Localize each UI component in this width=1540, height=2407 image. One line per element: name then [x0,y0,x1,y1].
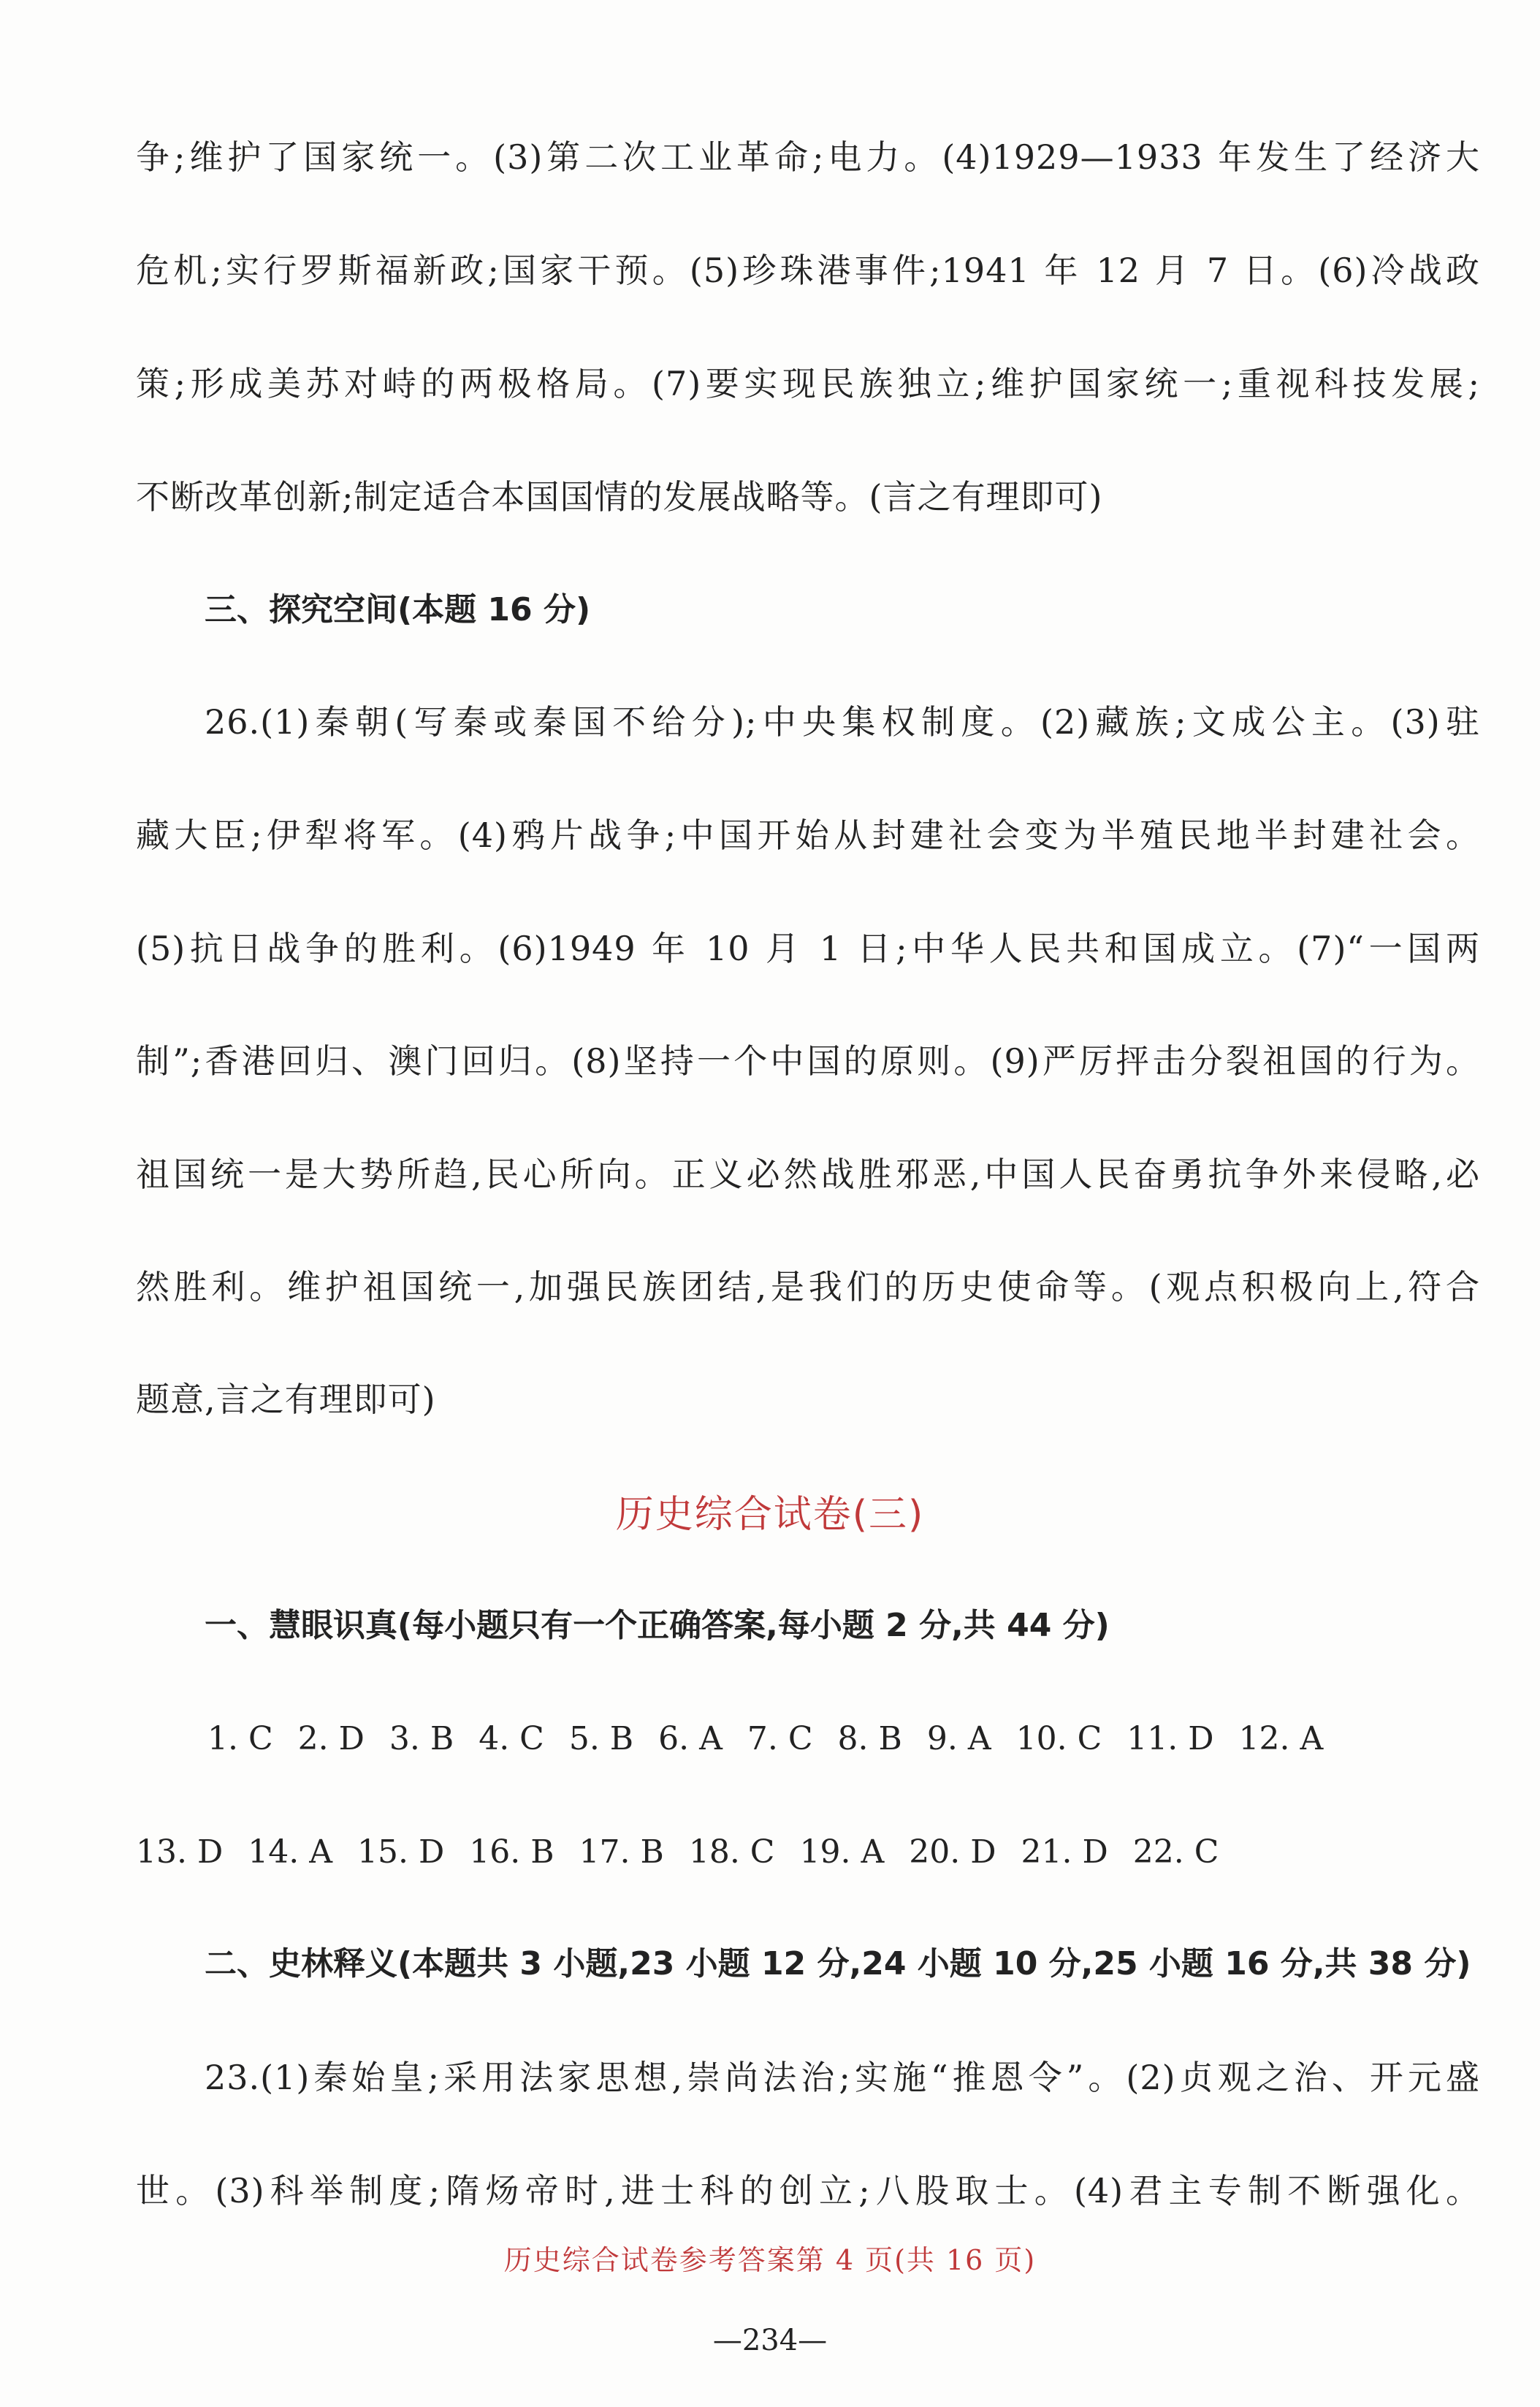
answer-item: 8. B [837,1720,902,1757]
answer-item: 7. C [747,1720,813,1757]
page-footer: 历史综合试卷参考答案第 4 页(共 16 页) [503,2244,1037,2276]
answer-item: 6. A [658,1720,723,1757]
answer-item: 5. B [568,1720,634,1757]
section-title: 历史综合试卷(三) [615,1493,925,1537]
heading-sub: (本题共 3 小题,23 小题 12 分,24 小题 10 分,25 小题 16 分,共 38 分) [397,1945,1471,1982]
heading-main: 一、慧眼识真 [205,1607,397,1644]
paragraph-line: 题意,言之有理即可) [136,1380,436,1419]
answer-item: 17. B [579,1833,664,1871]
answer-item: 20. D [909,1833,996,1871]
paragraph-line: 危机;实行罗斯福新政;国家干预。(5)珍珠港事件;1941 年 12 月 7 日。(6)冷战政 [136,251,1480,290]
paragraph-line: (5)抗日战争的胜利。(6)1949 年 10 月 1 日;中华人民共和国成立。(7)“一国两 [136,929,1480,968]
paragraph-line: 然胜利。维护祖国统一,加强民族团结,是我们的历史使命等。(观点积极向上,符合 [136,1267,1480,1307]
answer-item: 13. D [136,1833,224,1871]
answer-item: 15. D [357,1833,445,1871]
paragraph-line: 制”;香港回归、澳门回归。(8)坚持一个中国的原则。(9)严厉抨击分裂祖国的行为。 [136,1041,1480,1081]
paragraph-line: 23.(1)秦始皇;采用法家思想,崇尚法治;实施“推恩令”。(2)贞观之治、开元盛 [205,2058,1480,2097]
heading-sub: (本题 16 分) [397,591,591,628]
section-heading-explain [205,1942,1540,1986]
paragraph-line: 策;形成美苏对峙的两极格局。(7)要实现民族独立;维护国家统一;重视科技发展; [136,364,1480,403]
answer-item: 11. D [1127,1720,1214,1757]
answer-row-1 [207,1717,1348,1761]
answer-item: 1. C [207,1720,273,1757]
answer-item: 3. B [389,1720,454,1757]
answer-row-2 [136,1830,1243,1874]
answer-item: 12. A [1238,1720,1324,1757]
answer-item: 4. C [479,1720,544,1757]
answer-item: 19. A [799,1833,885,1871]
section-heading-explore [205,588,1540,632]
answer-item: 14. A [248,1833,332,1871]
page-number: —234— [712,2324,828,2357]
answer-item: 22. C [1132,1833,1219,1871]
answer-item: 16. B [469,1833,554,1871]
answer-item: 9. A [926,1720,991,1757]
paragraph-line: 争;维护了国家统一。(3)第二次工业革命;电力。(4)1929—1933 年发生了经济大 [136,137,1480,177]
answer-item: 2. D [297,1720,365,1757]
heading-sub: (每小题只有一个正确答案,每小题 2 分,共 44 分) [397,1607,1110,1644]
heading-main: 二、史林释义 [205,1945,397,1982]
heading-main: 三、探究空间 [205,591,397,628]
paragraph-line: 藏大臣;伊犁将军。(4)鸦片战争;中国开始从封建社会变为半殖民地半封建社会。 [136,815,1480,855]
paragraph-line: 不断改革创新;制定适合本国国情的发展战略等。(言之有理即可) [136,477,1103,517]
paragraph-line: 祖国统一是大势所趋,民心所向。正义必然战胜邪恶,中国人民奋勇抗争外来侵略,必 [136,1155,1480,1194]
answer-item: 21. D [1021,1833,1108,1871]
paragraph-line: 26.(1)秦朝(写秦或秦国不给分);中央集权制度。(2)藏族;文成公主。(3)驻 [205,702,1480,742]
paragraph-line: 世。(3)科举制度;隋炀帝时,进士科的创立;八股取士。(4)君主专制不断强化。 [136,2171,1480,2210]
answer-item: 18. C [688,1833,775,1871]
section-heading-choice [205,1604,1540,1648]
answer-item: 10. C [1015,1720,1102,1757]
